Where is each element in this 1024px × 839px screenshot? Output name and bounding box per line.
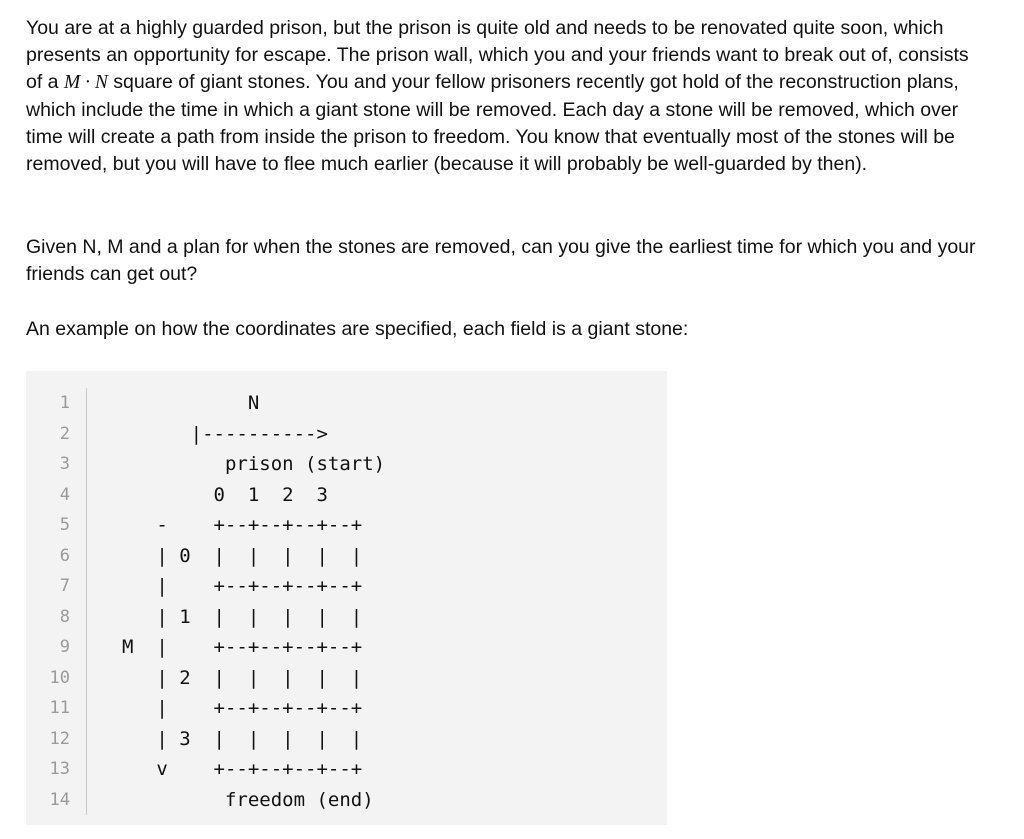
code-line: 0 1 2 3 <box>122 483 328 506</box>
line-number: 1 <box>59 393 70 413</box>
line-number: 7 <box>59 576 70 596</box>
code-line: | 2 | | | | | <box>122 666 363 689</box>
line-number: 3 <box>59 454 70 474</box>
code-block <box>26 371 667 825</box>
line-number: 9 <box>59 637 70 657</box>
example-caption: An example on how the coordinates are specified, each field is a giant stone: <box>26 318 689 340</box>
code-line: - +--+--+--+--+ <box>122 514 363 536</box>
line-number: 4 <box>59 484 70 505</box>
line-number: 2 <box>59 423 70 444</box>
line-number: 6 <box>59 545 70 566</box>
code-line: freedom (end) <box>122 788 374 811</box>
line-number: 11 <box>49 698 70 718</box>
line-number: 5 <box>59 515 70 535</box>
problem-description <box>26 15 986 178</box>
code-line: M | +--+--+--+--+ <box>122 636 363 658</box>
code-line: | +--+--+--+--+ <box>122 575 363 597</box>
code-line: v +--+--+--+--+ <box>122 758 363 780</box>
grid-size-formula: M · N <box>63 72 108 94</box>
code-line: | 3 | | | | | <box>122 727 363 750</box>
line-number: 10 <box>49 667 70 688</box>
line-number: 8 <box>59 606 70 627</box>
code-line: | 1 | | | | | <box>122 605 363 628</box>
code-line: prison (start) <box>122 453 386 475</box>
code-content <box>122 388 385 815</box>
gutter-divider <box>86 388 87 815</box>
code-line: N <box>122 392 260 414</box>
code-line: |----------> <box>122 422 328 445</box>
intro-text-end: square of giant stones. You and your fellow prisoners recently got hold of the reconstruction plans, which include the time in which a giant stone will be removed. Each day a stone will be removed, which over time will create a path from inside the prison to freedom. You know that eventually most of the stones will be removed, but you will have to flee much earlier (because it will probably be well-guarded by then). <box>26 71 959 176</box>
intro-text-start: You are at a highly guarded prison, but the prison is quite old and needs to be renovated quite soon, which presents an opportunity for escape. The prison wall, which you and your friends want to break out of, consists of a <box>26 17 969 94</box>
line-number-gutter <box>26 388 86 815</box>
code-line: | +--+--+--+--+ <box>122 697 363 719</box>
line-number: 13 <box>49 759 70 779</box>
line-number: 14 <box>49 789 70 810</box>
line-number: 12 <box>49 728 70 749</box>
code-line: | 0 | | | | | <box>122 544 363 567</box>
question-paragraph: Given N, M and a plan for when the stones are removed, can you give the earliest time for which you and your friends can get out? <box>26 236 976 286</box>
